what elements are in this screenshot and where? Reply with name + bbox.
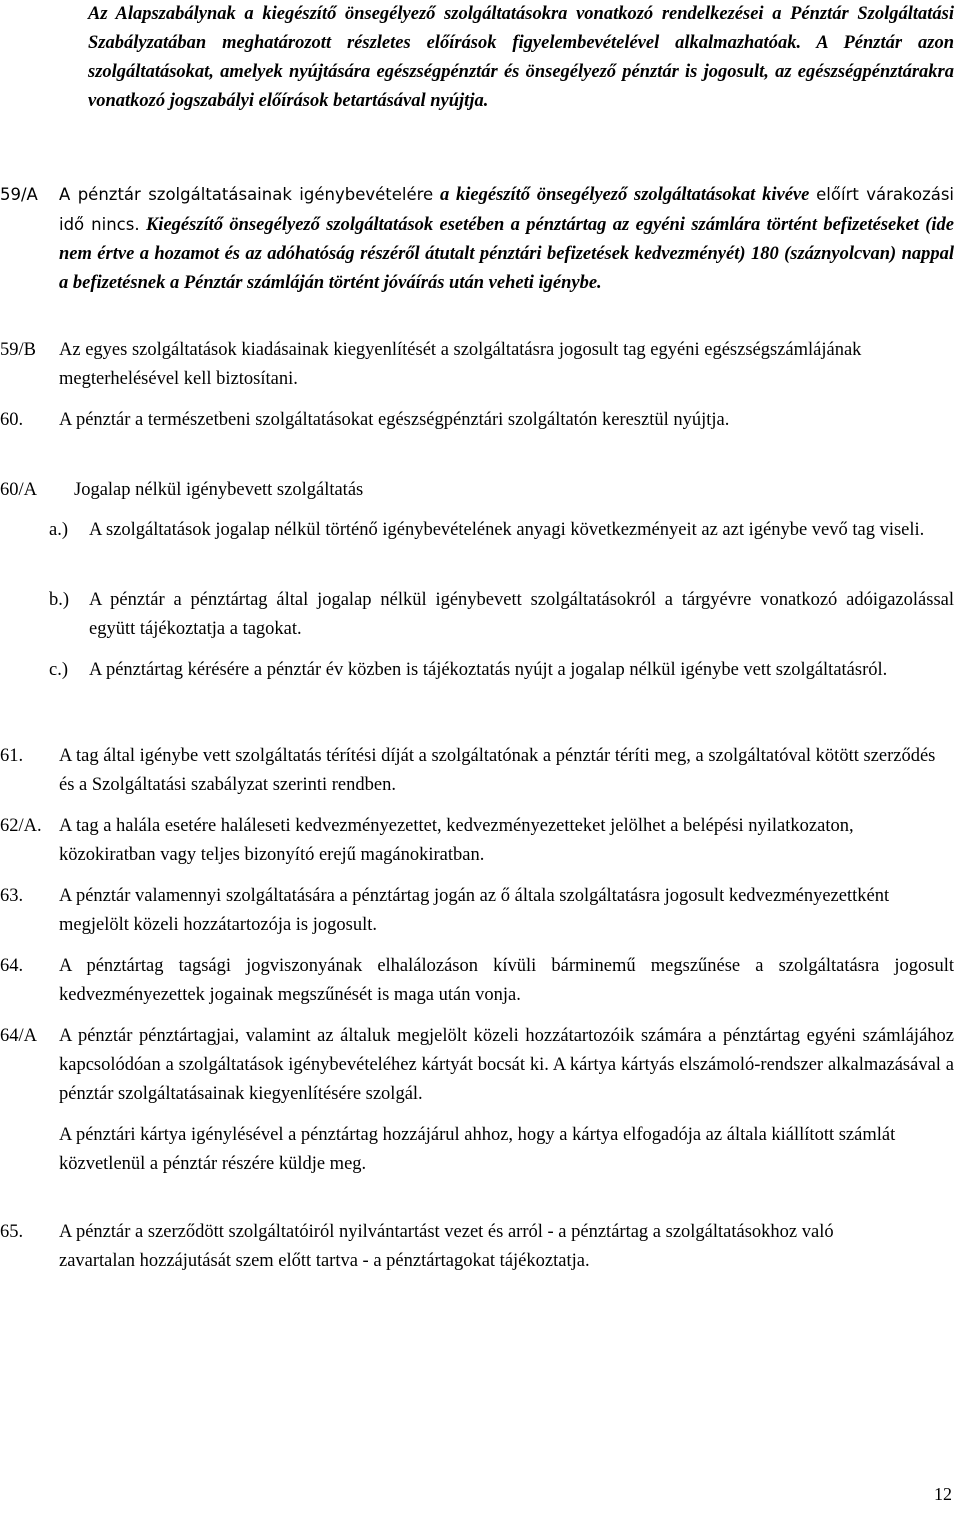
section-text: A tag által igénybe vett szolgáltatás térítési díját a szolgáltatónak a pénztár téríti meg, a szolgáltatóval kötött szerződés és a Szolgáltatási szabályzat szerinti rendben. xyxy=(59,746,936,795)
section-number: 64. xyxy=(0,956,24,976)
section-number: 60. xyxy=(0,410,24,430)
subitem-label: a.) xyxy=(49,520,68,540)
section-text: A pénztártag tagsági jogviszonyának elhalálozáson kívüli bárminemű megszűnése a szolgáltatásra jogosult kedvezményezettek jogainak megszűnését is maga után vonja. xyxy=(59,956,954,1005)
section-title: Jogalap nélkül igénybevett szolgáltatás xyxy=(74,480,364,500)
section-60 xyxy=(0,406,954,435)
subitem-text: A pénztártag kérésére a pénztár év közben is tájékoztatás nyújt a jogalap nélkül igénybe vett szolgáltatásról. xyxy=(89,660,888,680)
section-text-part2: a kiegészítő önsegélyező szolgáltatásokat kivéve xyxy=(440,185,810,205)
section-number: 59/B xyxy=(0,340,36,360)
section-61 xyxy=(0,742,954,800)
section-text: A tag a halála esetére haláleseti kedvezményezettet, kedvezményezetteket jelölhet a belépési nyilatkozaton, közokiratban vagy teljes bizonyító erejű magánokiratban. xyxy=(59,816,854,865)
section-64a xyxy=(0,1022,954,1179)
subitem-text: A szolgáltatások jogalap nélkül történő igénybevételének anyagi következményeit az azt igénybe vevő tag viseli. xyxy=(89,520,925,540)
section-59b xyxy=(0,336,954,394)
section-number: 65. xyxy=(0,1222,24,1242)
section-number: 61. xyxy=(0,746,24,766)
section-64 xyxy=(0,952,954,1010)
section-text: A pénztár valamennyi szolgáltatására a pénztártag jogán az ő általa szolgáltatásra jogosult kedvezményezettként megjelölt közeli hozzátartozója is jogosult. xyxy=(59,886,890,935)
subitem-label: b.) xyxy=(49,590,70,610)
section-number: 63. xyxy=(0,886,24,906)
section-59a xyxy=(0,180,954,298)
section-63 xyxy=(0,882,954,940)
subitem-b xyxy=(49,586,954,644)
section-number: 64/A xyxy=(0,1026,37,1046)
section-text-part1: A pénztár szolgáltatásainak igénybevételére xyxy=(59,185,434,204)
section-number: 59/A xyxy=(0,185,38,204)
subitem-a xyxy=(49,516,954,545)
section-text-part4: Kiegészítő önsegélyező szolgáltatások esetében a pénztártag az egyéni számlára történt befizetéseket (ide nem értve a hozamot és az adóhatóság részéről átutalt pénztári befizetések kedvezményét) 180 (száznyolcvan) nappal a befizetésnek a Pénztár számláján történt jóváírás után veheti igénybe. xyxy=(59,215,955,293)
section-62a xyxy=(0,812,954,870)
section-text: A pénztár a szerződött szolgáltatóiról nyilvántartást vezet és arról - a pénztártag a szolgáltatásokhoz való zavartalan hozzájutását szem előtt tartva - a pénztártagokat tájékoztatja. xyxy=(59,1222,834,1271)
section-number: 60/A xyxy=(0,480,37,500)
page-number: 12 xyxy=(934,1484,952,1504)
section-65 xyxy=(0,1218,954,1276)
section-60a xyxy=(0,476,954,505)
section-number: 62/A. xyxy=(0,816,42,836)
subitem-text: A pénztár a pénztártag által jogalap nélkül igénybevett szolgáltatásokról a tárgyévre vonatkozó adóigazolással együtt tájékoztatja a tagokat. xyxy=(89,590,954,639)
subitem-c xyxy=(49,656,954,685)
intro-paragraph: Az Alapszabálynak a kiegészítő önsegélyező szolgáltatásokra vonatkozó rendelkezései a Pénztár Szolgáltatási Szabályzatában meghatározott részletes előírások figyelembevételével alkalmazhatóak. A Pénztár azon szolgáltatásokat, amelyek nyújtására egészségpénztár és önsegélyező pénztár is jogosult, az egészségpénztárakra vonatkozó jogszabályi előírások betartásával nyújtja. xyxy=(88,4,954,111)
section-text-2: A pénztári kártya igénylésével a pénztártag hozzájárul ahhoz, hogy a kártya elfogadója az általa kiállított számlát közvetlenül a pénztár részére küldje meg. xyxy=(59,1125,896,1174)
section-text-part3: előírt várakozási idő nincs. xyxy=(59,185,955,234)
section-body xyxy=(59,180,954,298)
subitem-label: c.) xyxy=(49,660,68,680)
section-text-1: A pénztár pénztártagjai, valamint az általuk megjelölt közeli hozzátartozóik számára a pénztártag egyéni számlájához kapcsolódóan a szolgáltatások igénybevételéhez kártyát bocsát ki. A kártya kártyás elszámoló-rendszer alkalmazásával a pénztár szolgáltatásainak kiegyenlítésére szolgál. xyxy=(59,1026,954,1104)
section-text: A pénztár a természetbeni szolgáltatásokat egészségpénztári szolgáltatón keresztül nyújtja. xyxy=(59,410,730,430)
section-text: Az egyes szolgáltatások kiadásainak kiegyenlítését a szolgáltatásra jogosult tag egyéni egészségszámlájának megterhelésével kell biztosítani. xyxy=(59,340,862,389)
